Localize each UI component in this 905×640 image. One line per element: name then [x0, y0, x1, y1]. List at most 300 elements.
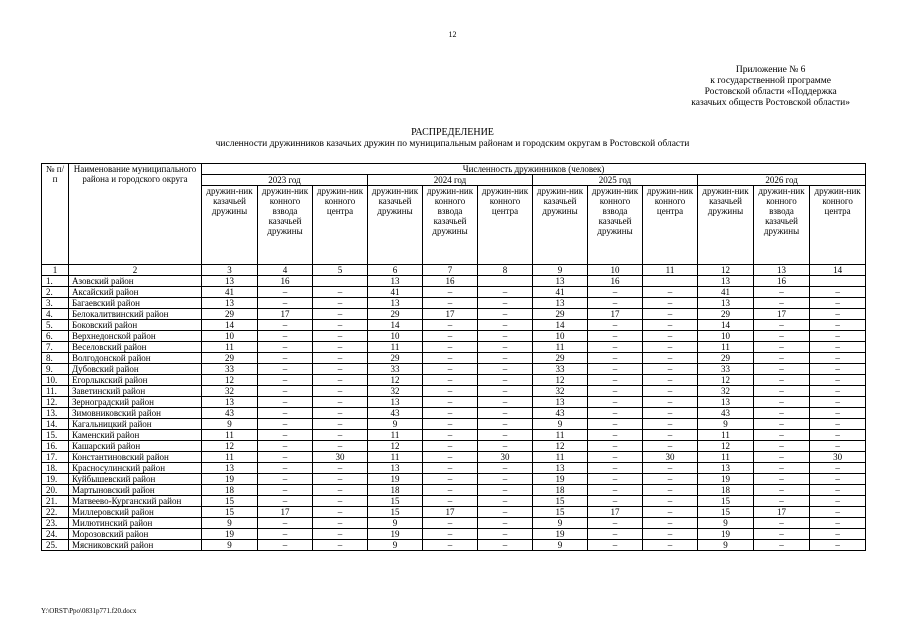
- table-cell: 32: [698, 386, 754, 397]
- table-cell: –: [478, 375, 533, 386]
- table-cell: 29: [368, 353, 423, 364]
- table-cell: –: [423, 342, 478, 353]
- row-number: 1.: [42, 276, 69, 287]
- table-cell: –: [313, 463, 368, 474]
- table-cell: 19: [698, 474, 754, 485]
- table-cell: –: [810, 309, 866, 320]
- table-row: [42, 397, 866, 408]
- table-cell: –: [754, 353, 810, 364]
- table-cell: –: [643, 408, 698, 419]
- table-cell: 11: [202, 452, 258, 463]
- table-cell: –: [810, 287, 866, 298]
- table-row: [42, 518, 866, 529]
- district-name: Боковский район: [69, 320, 202, 331]
- column-index: 12: [698, 265, 754, 276]
- table-cell: –: [643, 430, 698, 441]
- table-cell: –: [588, 386, 643, 397]
- table-cell: 13: [533, 463, 588, 474]
- table-cell: –: [313, 364, 368, 375]
- table-cell: 11: [698, 342, 754, 353]
- table-cell: –: [258, 518, 313, 529]
- table-cell: 12: [202, 375, 258, 386]
- table-cell: –: [810, 375, 866, 386]
- table-cell: –: [588, 485, 643, 496]
- table-cell: 13: [368, 463, 423, 474]
- table-cell: 30: [313, 452, 368, 463]
- table-cell: –: [643, 364, 698, 375]
- table-cell: 10: [698, 331, 754, 342]
- table-cell: 32: [533, 386, 588, 397]
- table-cell: 15: [202, 496, 258, 507]
- table-cell: –: [588, 375, 643, 386]
- table-row: [42, 342, 866, 353]
- table-row: [42, 540, 866, 551]
- row-number: 23.: [42, 518, 69, 529]
- table-cell: –: [754, 518, 810, 529]
- appendix-block: [691, 65, 850, 109]
- table-cell: 41: [698, 287, 754, 298]
- table-row: [42, 375, 866, 386]
- column-index: 13: [754, 265, 810, 276]
- table-cell: 43: [368, 408, 423, 419]
- table-cell: –: [313, 331, 368, 342]
- table-cell: 19: [533, 529, 588, 540]
- table-cell: –: [258, 529, 313, 540]
- table-row: [42, 441, 866, 452]
- table-cell: 29: [202, 353, 258, 364]
- table-cell: –: [478, 518, 533, 529]
- table-cell: –: [478, 397, 533, 408]
- table-cell: –: [810, 518, 866, 529]
- table-row: [42, 353, 866, 364]
- table-cell: –: [643, 342, 698, 353]
- table-cell: –: [313, 408, 368, 419]
- table-cell: 11: [698, 452, 754, 463]
- table-cell: –: [588, 419, 643, 430]
- row-number: 14.: [42, 419, 69, 430]
- table-cell: 9: [202, 518, 258, 529]
- district-name: Егорлыкский район: [69, 375, 202, 386]
- table-cell: –: [754, 474, 810, 485]
- table-cell: –: [754, 485, 810, 496]
- district-name: Веселовский район: [69, 342, 202, 353]
- table-cell: 16: [423, 276, 478, 287]
- row-number: 8.: [42, 353, 69, 364]
- district-name: Багаевский район: [69, 298, 202, 309]
- table-cell: –: [588, 331, 643, 342]
- table-cell: –: [313, 320, 368, 331]
- table-cell: –: [810, 441, 866, 452]
- table-cell: –: [423, 540, 478, 551]
- district-name: Азовский район: [69, 276, 202, 287]
- district-name: Мартыновский район: [69, 485, 202, 496]
- header-year: 2026 год: [698, 175, 866, 186]
- table-cell: –: [423, 287, 478, 298]
- table-cell: –: [423, 386, 478, 397]
- table-cell: –: [754, 320, 810, 331]
- table-cell: –: [258, 441, 313, 452]
- table-row: [42, 419, 866, 430]
- table-cell: 13: [202, 463, 258, 474]
- table-cell: –: [423, 419, 478, 430]
- table-cell: –: [588, 474, 643, 485]
- table-cell: –: [754, 298, 810, 309]
- table-cell: –: [643, 353, 698, 364]
- table-cell: 9: [533, 518, 588, 529]
- header-name: Наименование муниципального района и городского округа: [69, 164, 202, 265]
- table-row: [42, 331, 866, 342]
- table-cell: –: [478, 331, 533, 342]
- district-name: Кагальницкий район: [69, 419, 202, 430]
- table-cell: –: [588, 441, 643, 452]
- row-number: 2.: [42, 287, 69, 298]
- header-subcolumn: дружин-ник казачьей дружины: [533, 186, 588, 265]
- column-index: 11: [643, 265, 698, 276]
- table-row: [42, 408, 866, 419]
- district-name: Константиновский район: [69, 452, 202, 463]
- table-cell: –: [423, 353, 478, 364]
- table-cell: –: [423, 441, 478, 452]
- table-cell: –: [258, 496, 313, 507]
- table-row: [42, 309, 866, 320]
- appendix-line: Приложение № 6: [735, 65, 806, 75]
- table-cell: –: [588, 452, 643, 463]
- district-name: Мясниковский район: [69, 540, 202, 551]
- table-cell: –: [258, 364, 313, 375]
- table-cell: –: [588, 287, 643, 298]
- table-cell: –: [313, 375, 368, 386]
- table-cell: 15: [698, 496, 754, 507]
- row-number: 18.: [42, 463, 69, 474]
- table-cell: –: [423, 452, 478, 463]
- table-cell: –: [423, 298, 478, 309]
- table-cell: 18: [368, 485, 423, 496]
- column-index: 4: [258, 265, 313, 276]
- table-cell: 29: [202, 309, 258, 320]
- table-cell: –: [643, 309, 698, 320]
- table-cell: –: [313, 529, 368, 540]
- table-cell: 11: [698, 430, 754, 441]
- table-cell: –: [313, 518, 368, 529]
- district-name: Дубовский район: [69, 364, 202, 375]
- table-cell: –: [643, 507, 698, 518]
- table-row: [42, 463, 866, 474]
- table-cell: 9: [533, 540, 588, 551]
- appendix-line: к государственной программе: [710, 76, 832, 86]
- table-cell: [810, 276, 866, 287]
- table-cell: –: [423, 474, 478, 485]
- table-cell: 19: [368, 474, 423, 485]
- header-group: Численность дружинников (человек): [202, 164, 866, 175]
- table-cell: 17: [754, 507, 810, 518]
- table-cell: –: [810, 463, 866, 474]
- table-cell: –: [754, 364, 810, 375]
- table-cell: –: [588, 342, 643, 353]
- table-cell: –: [588, 353, 643, 364]
- table-cell: –: [478, 309, 533, 320]
- table-row: [42, 485, 866, 496]
- table-cell: –: [478, 342, 533, 353]
- row-number: 7.: [42, 342, 69, 353]
- table-cell: 43: [202, 408, 258, 419]
- table-cell: 16: [754, 276, 810, 287]
- table-cell: –: [423, 397, 478, 408]
- table-cell: –: [313, 386, 368, 397]
- table-cell: –: [810, 496, 866, 507]
- table-cell: 15: [202, 507, 258, 518]
- table-cell: –: [754, 331, 810, 342]
- table-cell: –: [588, 408, 643, 419]
- district-name: Белокалитвинский район: [69, 309, 202, 320]
- table-cell: –: [258, 287, 313, 298]
- table-cell: –: [754, 386, 810, 397]
- table-cell: –: [258, 540, 313, 551]
- column-index: 8: [478, 265, 533, 276]
- appendix-line: казачьих обществ Ростовской области»: [691, 98, 850, 108]
- table-cell: 14: [202, 320, 258, 331]
- table-cell: [313, 276, 368, 287]
- district-name: Каменский район: [69, 430, 202, 441]
- table-cell: –: [643, 397, 698, 408]
- table-cell: –: [258, 386, 313, 397]
- table-cell: –: [258, 485, 313, 496]
- table-cell: 19: [533, 474, 588, 485]
- table-cell: –: [810, 397, 866, 408]
- table-cell: 18: [202, 485, 258, 496]
- table-cell: 13: [202, 397, 258, 408]
- table-cell: 43: [533, 408, 588, 419]
- table-cell: –: [258, 298, 313, 309]
- table-cell: –: [643, 287, 698, 298]
- table-cell: 12: [533, 441, 588, 452]
- column-index: 5: [313, 265, 368, 276]
- district-name: Аксайский район: [69, 287, 202, 298]
- table-cell: 17: [258, 309, 313, 320]
- table-cell: 13: [698, 397, 754, 408]
- table-cell: –: [313, 419, 368, 430]
- table-cell: –: [643, 331, 698, 342]
- row-number: 19.: [42, 474, 69, 485]
- table-cell: 12: [698, 441, 754, 452]
- table-row: [42, 386, 866, 397]
- table-cell: –: [810, 364, 866, 375]
- header-subcolumn: дружин-ник конного центра: [810, 186, 866, 265]
- table-cell: –: [478, 485, 533, 496]
- row-number: 3.: [42, 298, 69, 309]
- header-subcolumn: дружин-ник казачьей дружины: [368, 186, 423, 265]
- table-cell: 12: [368, 375, 423, 386]
- table-cell: –: [754, 496, 810, 507]
- table-cell: 9: [202, 419, 258, 430]
- table-cell: 30: [478, 452, 533, 463]
- table-cell: –: [478, 540, 533, 551]
- row-number: 15.: [42, 430, 69, 441]
- table-cell: –: [478, 496, 533, 507]
- table-cell: [643, 276, 698, 287]
- table-row: [42, 529, 866, 540]
- table-cell: 33: [533, 364, 588, 375]
- table-cell: 13: [533, 298, 588, 309]
- table-cell: 11: [533, 342, 588, 353]
- table-cell: 10: [368, 331, 423, 342]
- column-index: 9: [533, 265, 588, 276]
- table-cell: 13: [698, 276, 754, 287]
- header-subcolumn: дружин-ник конного взвода казачьей дружины: [588, 186, 643, 265]
- row-number: 20.: [42, 485, 69, 496]
- table-cell: –: [258, 419, 313, 430]
- table-cell: –: [258, 342, 313, 353]
- table-cell: 10: [533, 331, 588, 342]
- row-number: 10.: [42, 375, 69, 386]
- table-cell: –: [313, 507, 368, 518]
- table-cell: –: [588, 320, 643, 331]
- table-cell: 14: [368, 320, 423, 331]
- table-cell: –: [313, 397, 368, 408]
- table-cell: –: [810, 540, 866, 551]
- table-cell: 9: [698, 540, 754, 551]
- table-cell: –: [478, 507, 533, 518]
- table-cell: 19: [202, 529, 258, 540]
- table-cell: 17: [754, 309, 810, 320]
- table-cell: –: [754, 463, 810, 474]
- table-cell: –: [643, 298, 698, 309]
- table-cell: 14: [533, 320, 588, 331]
- table-cell: 19: [202, 474, 258, 485]
- table-row: [42, 430, 866, 441]
- document-title: РАСПРЕДЕЛЕНИЕ: [411, 127, 494, 138]
- header-subcolumn: дружин-ник конного центра: [478, 186, 533, 265]
- table-cell: –: [478, 287, 533, 298]
- table-cell: –: [258, 320, 313, 331]
- table-cell: –: [258, 331, 313, 342]
- table-cell: –: [588, 496, 643, 507]
- table-cell: –: [258, 397, 313, 408]
- header-year: 2024 год: [368, 175, 533, 186]
- table-cell: 16: [588, 276, 643, 287]
- column-index: 10: [588, 265, 643, 276]
- table-cell: 13: [368, 397, 423, 408]
- column-index: 7: [423, 265, 478, 276]
- table-cell: 41: [202, 287, 258, 298]
- table-cell: –: [478, 364, 533, 375]
- column-index-row: [42, 265, 866, 276]
- table-cell: –: [423, 331, 478, 342]
- table-cell: –: [423, 496, 478, 507]
- table-cell: 15: [533, 496, 588, 507]
- table-cell: 43: [698, 408, 754, 419]
- table-row: [42, 507, 866, 518]
- table-cell: 12: [368, 441, 423, 452]
- table-cell: –: [810, 386, 866, 397]
- table-cell: 33: [368, 364, 423, 375]
- table-cell: –: [810, 419, 866, 430]
- table-cell: 13: [202, 276, 258, 287]
- table-cell: –: [478, 419, 533, 430]
- table-cell: –: [810, 529, 866, 540]
- table-cell: –: [258, 474, 313, 485]
- row-number: 12.: [42, 397, 69, 408]
- table-cell: –: [643, 375, 698, 386]
- district-name: Милютинский район: [69, 518, 202, 529]
- table-cell: 15: [368, 496, 423, 507]
- table-cell: 30: [810, 452, 866, 463]
- header-subcolumn: дружин-ник конного взвода казачьей дружины: [754, 186, 810, 265]
- table-cell: –: [810, 342, 866, 353]
- table-cell: –: [478, 320, 533, 331]
- table-cell: –: [423, 430, 478, 441]
- table-cell: –: [643, 518, 698, 529]
- district-name: Кашарский район: [69, 441, 202, 452]
- table-cell: –: [810, 353, 866, 364]
- table-cell: 17: [423, 507, 478, 518]
- table-cell: –: [643, 320, 698, 331]
- district-name: Верхнедонской район: [69, 331, 202, 342]
- table-row: [42, 474, 866, 485]
- table-cell: –: [423, 463, 478, 474]
- table-cell: –: [478, 529, 533, 540]
- header-subcolumn: дружин-ник конного центра: [643, 186, 698, 265]
- row-number: 13.: [42, 408, 69, 419]
- table-cell: –: [313, 309, 368, 320]
- table-cell: 11: [202, 342, 258, 353]
- table-cell: 19: [698, 529, 754, 540]
- table-cell: –: [754, 375, 810, 386]
- table-cell: 18: [533, 485, 588, 496]
- table-cell: –: [810, 320, 866, 331]
- table-cell: –: [423, 518, 478, 529]
- table-cell: 9: [368, 540, 423, 551]
- table-cell: 19: [368, 529, 423, 540]
- table-cell: –: [810, 474, 866, 485]
- table-cell: 33: [698, 364, 754, 375]
- header-subcolumn: дружин-ник конного взвода казачьей дружины: [258, 186, 313, 265]
- table-cell: –: [313, 496, 368, 507]
- district-name: Зерноградский район: [69, 397, 202, 408]
- table-cell: –: [754, 452, 810, 463]
- row-number: 22.: [42, 507, 69, 518]
- district-name: Куйбышевский район: [69, 474, 202, 485]
- district-name: Миллеровский район: [69, 507, 202, 518]
- table-cell: –: [313, 342, 368, 353]
- table-cell: –: [313, 430, 368, 441]
- table-cell: –: [313, 540, 368, 551]
- table-cell: 13: [202, 298, 258, 309]
- table-row: [42, 364, 866, 375]
- row-number: 17.: [42, 452, 69, 463]
- header-year: 2025 год: [533, 175, 698, 186]
- table-cell: 41: [368, 287, 423, 298]
- header-subcolumn: дружин-ник казачьей дружины: [698, 186, 754, 265]
- district-name: Зимовниковский район: [69, 408, 202, 419]
- table-cell: 41: [533, 287, 588, 298]
- table-cell: –: [258, 452, 313, 463]
- table-cell: –: [478, 298, 533, 309]
- column-index: 1: [42, 265, 69, 276]
- table-cell: –: [810, 507, 866, 518]
- table-cell: 15: [368, 507, 423, 518]
- row-number: 4.: [42, 309, 69, 320]
- table-cell: 17: [423, 309, 478, 320]
- file-path-footer: Y:\ORST\Ppo\0831p771.f20.docx: [41, 607, 137, 615]
- row-number: 16.: [42, 441, 69, 452]
- table-cell: –: [754, 287, 810, 298]
- row-number: 9.: [42, 364, 69, 375]
- district-name: Заветинский район: [69, 386, 202, 397]
- table-row: [42, 320, 866, 331]
- column-index: 6: [368, 265, 423, 276]
- table-cell: 9: [368, 419, 423, 430]
- table-cell: 11: [202, 430, 258, 441]
